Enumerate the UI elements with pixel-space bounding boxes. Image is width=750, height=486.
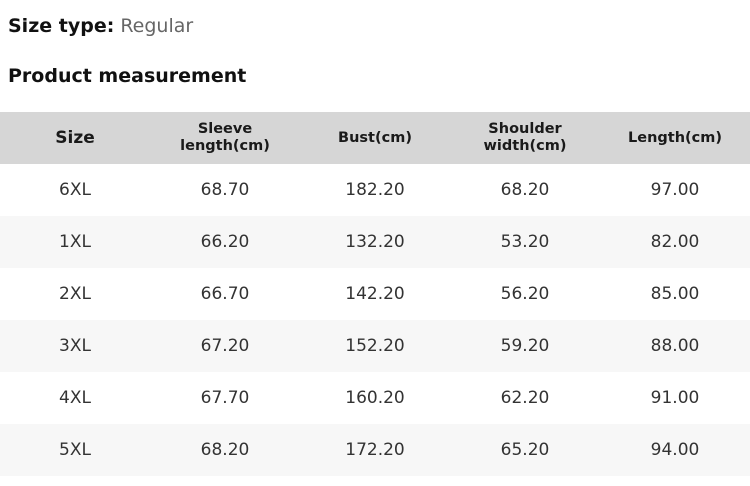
table-header-row <box>0 112 750 164</box>
column-header-size: Size <box>0 112 150 164</box>
cell-length: 85.00 <box>600 268 750 320</box>
cell-bust: 152.20 <box>300 320 450 372</box>
cell-size: 2XL <box>0 268 150 320</box>
table-row <box>0 216 750 268</box>
cell-bust: 132.20 <box>300 216 450 268</box>
cell-length: 97.00 <box>600 164 750 216</box>
table-row <box>0 164 750 216</box>
cell-size: 3XL <box>0 320 150 372</box>
cell-bust: 172.20 <box>300 424 450 476</box>
cell-shoulder-width: 65.20 <box>450 424 600 476</box>
size-type-label: Size type: <box>8 15 115 37</box>
cell-size: 1XL <box>0 216 150 268</box>
cell-shoulder-width: 59.20 <box>450 320 600 372</box>
size-type-value: Regular <box>120 15 194 37</box>
table-row <box>0 372 750 424</box>
cell-sleeve-length: 66.70 <box>150 268 300 320</box>
cell-bust: 182.20 <box>300 164 450 216</box>
table-row <box>0 320 750 372</box>
cell-length: 82.00 <box>600 216 750 268</box>
cell-sleeve-length: 66.20 <box>150 216 300 268</box>
column-header-length: Length(cm) <box>600 112 750 164</box>
table-row <box>0 424 750 476</box>
cell-shoulder-width: 62.20 <box>450 372 600 424</box>
cell-shoulder-width: 53.20 <box>450 216 600 268</box>
cell-sleeve-length: 67.70 <box>150 372 300 424</box>
measurement-table <box>0 112 750 476</box>
column-header-shoulder-width: Shoulder width(cm) <box>450 112 600 164</box>
cell-size: 5XL <box>0 424 150 476</box>
cell-bust: 160.20 <box>300 372 450 424</box>
column-header-bust: Bust(cm) <box>300 112 450 164</box>
table-header <box>0 112 750 164</box>
cell-sleeve-length: 68.70 <box>150 164 300 216</box>
column-header-sleeve-length: Sleeve length(cm) <box>150 112 300 164</box>
cell-sleeve-length: 68.20 <box>150 424 300 476</box>
cell-length: 94.00 <box>600 424 750 476</box>
cell-shoulder-width: 56.20 <box>450 268 600 320</box>
size-type-row <box>0 0 750 38</box>
table-body <box>0 164 750 476</box>
cell-bust: 142.20 <box>300 268 450 320</box>
cell-length: 88.00 <box>600 320 750 372</box>
cell-sleeve-length: 67.20 <box>150 320 300 372</box>
page-title: Product measurement <box>8 65 247 87</box>
table-row <box>0 268 750 320</box>
cell-shoulder-width: 68.20 <box>450 164 600 216</box>
cell-size: 4XL <box>0 372 150 424</box>
cell-length: 91.00 <box>600 372 750 424</box>
cell-size: 6XL <box>0 164 150 216</box>
